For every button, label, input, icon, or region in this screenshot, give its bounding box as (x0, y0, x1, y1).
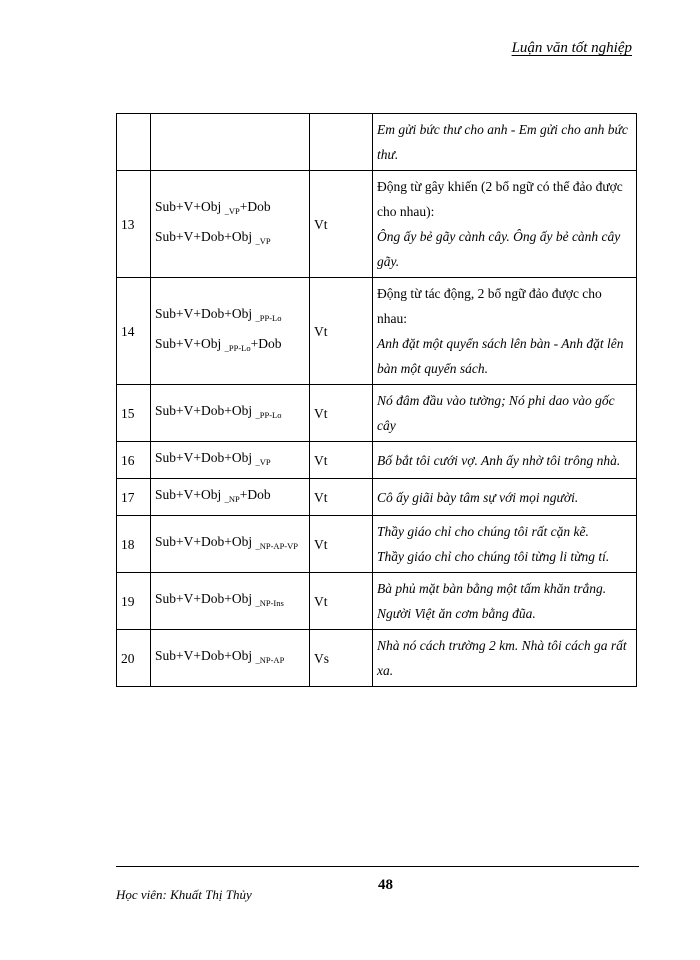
description-text: Động từ tác động, 2 bổ ngữ đảo được cho nhau: (377, 286, 602, 326)
verb-type-label: Vt (314, 323, 328, 339)
verb-type (310, 630, 373, 687)
sentence-pattern (151, 385, 310, 442)
verb-type-label: Vt (314, 216, 328, 232)
row-number (117, 114, 151, 171)
pattern-line (155, 529, 306, 559)
sentence-pattern (151, 114, 310, 171)
row-number: 20 (117, 630, 151, 687)
sentence-pattern (151, 479, 310, 516)
table-row (117, 385, 637, 442)
description-example (373, 114, 637, 171)
example-sentence: Bố bắt tôi cưới vợ. Anh ấy nhờ tôi trông nhà. (377, 452, 621, 468)
description-example (373, 479, 637, 516)
verb-type-label: Vt (314, 489, 328, 505)
footer-divider (116, 866, 639, 867)
pattern-segment: +Dob (239, 199, 271, 214)
pattern-segment: Sub+V+Dob+Obj (155, 306, 256, 321)
description-example (373, 385, 637, 442)
table-row (117, 516, 637, 573)
row-number: 15 (117, 385, 151, 442)
example-sentence: Anh đặt một quyển sách lên bàn - Anh đặt lên bàn một quyển sách. (377, 336, 624, 376)
pattern-subscript: _NP (224, 494, 240, 504)
pattern-subscript: _PP-Lo (224, 343, 251, 353)
pattern-line (155, 445, 306, 475)
pattern-line (155, 194, 306, 224)
example-sentence: Ông ấy bẻ gãy cành cây. Ông ấy bẻ cành cây gãy. (377, 229, 621, 269)
verb-type (310, 171, 373, 278)
verb-type-label: Vt (314, 536, 328, 552)
description-example (373, 442, 637, 479)
pattern-subscript: _NP-Ins (255, 598, 284, 608)
verb-type-label: Vt (314, 593, 328, 609)
sentence-pattern (151, 278, 310, 385)
pattern-subscript: _PP-Lo (255, 313, 282, 323)
pattern-subscript: _VP (255, 457, 271, 467)
pattern-subscript: _VP (224, 206, 240, 216)
table-body (117, 114, 637, 687)
pattern-line (155, 331, 306, 361)
pattern-segment: Sub+V+Dob+Obj (155, 534, 256, 549)
pattern-line (155, 398, 306, 428)
pattern-segment: Sub+V+Dob+Obj (155, 591, 256, 606)
example-sentence: Bà phủ mặt bàn bằng một tấm khăn trắng. (377, 581, 607, 596)
row-number: 16 (117, 442, 151, 479)
description-example (373, 171, 637, 278)
pattern-line (155, 643, 306, 673)
pattern-segment: Sub+V+Dob+Obj (155, 229, 256, 244)
pattern-segment: Sub+V+Dob+Obj (155, 450, 256, 465)
pattern-line (155, 224, 306, 254)
pattern-line (155, 482, 306, 512)
pattern-line (155, 586, 306, 616)
row-number: 17 (117, 479, 151, 516)
pattern-segment: Sub+V+Obj (155, 199, 225, 214)
pattern-subscript: _VP (255, 236, 271, 246)
running-header: Luận văn tốt nghiệp (511, 40, 632, 56)
table-row (117, 442, 637, 479)
description-example (373, 278, 637, 385)
row-number: 13 (117, 171, 151, 278)
pattern-subscript: _PP-Lo (255, 410, 282, 420)
example-sentence: Nó đâm đầu vào tường; Nó phi dao vào gốc cây (377, 393, 615, 433)
pattern-segment: Sub+V+Dob+Obj (155, 648, 256, 663)
description-example (373, 573, 637, 630)
sentence-pattern (151, 573, 310, 630)
description-example (373, 630, 637, 687)
sentence-pattern (151, 516, 310, 573)
table-row (117, 114, 637, 171)
pattern-subscript: _NP-AP-VP (255, 541, 298, 551)
verb-type (310, 573, 373, 630)
verb-type (310, 114, 373, 171)
example-sentence: Nhà nó cách trường 2 km. Nhà tôi cách ga rất xa. (377, 638, 627, 678)
pattern-segment: Sub+V+Dob+Obj (155, 403, 256, 418)
verb-type (310, 278, 373, 385)
verb-type (310, 479, 373, 516)
pattern-subscript: _NP-AP (255, 655, 285, 665)
description-example (373, 516, 637, 573)
description-text: Động từ gây khiến (2 bổ ngữ có thể đảo được cho nhau): (377, 179, 623, 219)
pattern-segment: Sub+V+Obj (155, 487, 225, 502)
sentence-pattern (151, 442, 310, 479)
example-sentence: Thầy giáo chỉ cho chúng tôi rất cặn kẽ. (377, 524, 589, 539)
sentence-pattern (151, 630, 310, 687)
table-row (117, 171, 637, 278)
row-number: 19 (117, 573, 151, 630)
pattern-segment: +Dob (239, 487, 271, 502)
row-number: 14 (117, 278, 151, 385)
verb-type (310, 516, 373, 573)
verb-type-label: Vt (314, 452, 328, 468)
verb-type-label: Vt (314, 405, 328, 421)
table-row (117, 573, 637, 630)
example-sentence: Cô ấy giãi bày tâm sự với mọi người. (377, 489, 579, 505)
page-number: 48 (378, 877, 393, 893)
example-sentence: Người Việt ăn cơm bằng đũa. (377, 606, 536, 621)
verb-type (310, 385, 373, 442)
sentence-pattern-table (116, 113, 637, 687)
table-row (117, 630, 637, 687)
example-sentence: Thầy giáo chỉ cho chúng tôi từng li từng tí. (377, 549, 610, 564)
example-sentence: Em gửi bức thư cho anh - Em gửi cho anh bức thư. (377, 122, 628, 162)
pattern-segment: +Dob (250, 336, 282, 351)
pattern-segment: Sub+V+Obj (155, 336, 225, 351)
verb-type (310, 442, 373, 479)
pattern-line (155, 301, 306, 331)
sentence-pattern (151, 171, 310, 278)
row-number: 18 (117, 516, 151, 573)
verb-type-label: Vs (314, 650, 330, 666)
table-row (117, 479, 637, 516)
table-row (117, 278, 637, 385)
student-name: Học viên: Khuất Thị Thủy (116, 887, 252, 902)
